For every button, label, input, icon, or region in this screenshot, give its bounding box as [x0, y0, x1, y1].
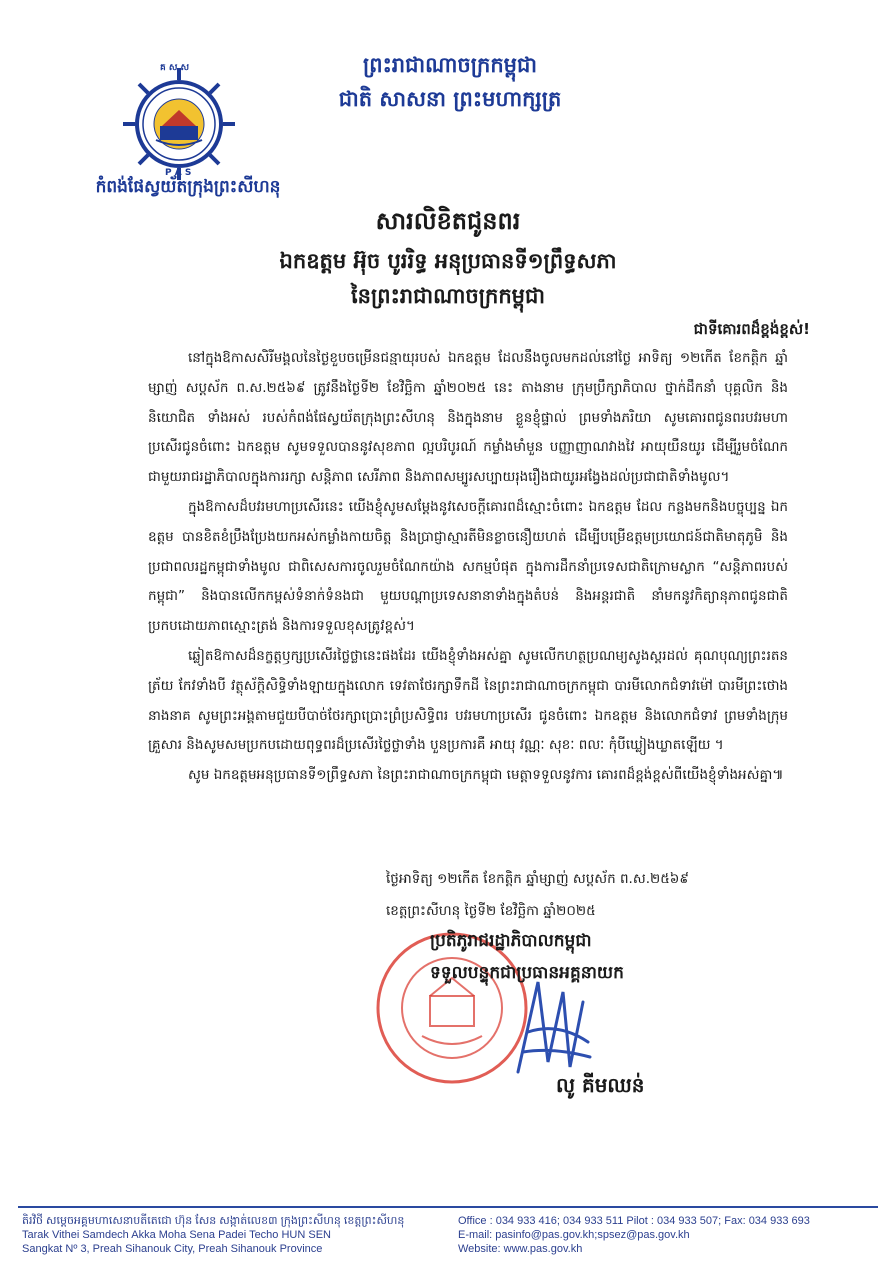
paragraph: ឆ្លៀតឱកាសដ៏នក្ខត្តឫក្សប្រសើរថ្លៃថ្លានេះផងដែរ យើងខ្ញុំទាំងអស់គ្នា សូមលើកហត្ថប្រណម្យសូងស្តរដល់ គុណបុណ្យព្រះរតនត្រ័យ កែវទាំងបី វត្ថុស័ក្តិសិទ្ធិទាំងឡាយក្នុងលោក ទេវតាថែរក្សាទឹកដី នៃព្រះរាជាណាចក្រកម្ពុជា បារមីលោកជំទាវម៉ៅ បារមីព្រះថោងនាងនាគ សូមព្រះអង្គតាមជួយបីបាច់ថែរក្សាប្រោះព្រំប្រសិទ្ធិពរ បវរមហាប្រសើរ ជូនចំពោះ ឯកឧត្តម និងលោកជំទាវ ព្រមទាំងក្រុមគ្រួសារ និងសូមសមប្រកបដោយពុទ្ធពរដ៏ប្រសើរថ្លៃថ្លាទាំង បួនប្រការគឺ អាយុ វណ្ណៈ សុខៈ ពលៈ កុំបីឃ្លៀងឃ្លាតឡើយ ។ — [148, 647, 788, 754]
letter-title: សារលិខិតជូនពរ — [375, 207, 521, 235]
salutation: ជាទីគោរពដ៏ខ្ពង់ខ្ពស់! — [693, 320, 810, 338]
paragraph: សូម ឯកឧត្តមអនុប្រធានទី១ព្រឹទ្ធសភា នៃព្រះរាជាណាចក្រកម្ពុជា មេត្តាទទួលនូវការ គោរពដ៏ខ្ពង់ខ្ពស់ពីយើងខ្ញុំទាំងអស់គ្នា៕ — [188, 767, 784, 784]
paragraph: ក្នុងឱកាសដ៏បវរមហាប្រសើរនេះ យើងខ្ញុំសូមសម្តែងនូវសេចក្តីគោរពដ៏ស្មោះចំពោះ ឯកឧត្តម ដែល កន្លងមកនិងបច្ចុប្បន្ន ឯកឧត្តម បានខិតខំប្រឹងប្រែងយកអស់កម្លាំងកាយចិត្ត និងប្រាជ្ញាស្មារតីមិនខ្លាចនឿយហត់ ដើម្បីបម្រើឧត្តមប្រយោជន៍ជាតិមាតុភូមិ និងប្រជាពលរដ្ឋកម្ពុជាទាំងមូល ជាពិសេសការចូលរួមចំណែកយ៉ាង សកម្មបំផុត ក្នុងការដឹកនាំប្រទេសជាតិក្រោមស្លាក “សន្តិភាពរបស់កម្ពុជា” និងបានលើកកម្ពស់ទំនាក់ទំនងជា មួយបណ្តាប្រទេសនានាទាំងក្នុងតំបន់ និងអន្តរជាតិ នាំមកនូវកិត្យានុភាពជូនជាតិ ប្រកបដោយភាពស្មោះត្រង់ និងការទទួលខុសត្រូវខ្ពស់។ — [148, 498, 788, 635]
recipient-line-1: ឯកឧត្តម អ៊ុច បូររិទ្ធ អនុប្រធានទី១ព្រឹទ្ធសភា — [279, 249, 617, 273]
footer-address — [22, 1214, 452, 1256]
logo-top-text: គ ស ស — [160, 63, 190, 73]
footer-divider — [18, 1206, 878, 1208]
handwritten-signature — [508, 972, 598, 1082]
recipient-line-2: នៃព្រះរាជាណាចក្រកម្ពុជា — [350, 284, 545, 308]
website-link[interactable]: Website: www.pas.gov.kh — [458, 1243, 583, 1255]
lunar-date: ថ្ងៃអាទិត្យ ១២កើត ខែកត្តិក ឆ្នាំម្សាញ់ សប្តស័ក ព.ស.២៥៦៩ — [386, 871, 689, 887]
position-title-1: ប្រតិភូរាជរដ្ឋាភិបាលកម្ពុជា — [430, 931, 592, 951]
office-phones: Office : 034 933 416; 034 933 511 Pilot : 034 933 507; Fax: 034 933 693 — [458, 1215, 810, 1227]
letter-body — [148, 344, 788, 791]
organization-name: កំពង់ផែស្វយ័តក្រុងព្រះសីហនុ — [95, 177, 281, 197]
position-title-2: ទទួលបន្ទុកជាប្រធានអគ្គនាយក — [430, 963, 624, 983]
logo-bottom-text: P A S — [165, 168, 192, 178]
national-motto: ជាតិ សាសនា ព្រះមហាក្សត្រ — [338, 87, 562, 111]
address-english-1: Tarak Vithei Samdech Akka Moha Sena Padei Techo HUN SEN — [22, 1229, 331, 1241]
paragraph: នៅក្នុងឱកាសសិរីមង្គលនៃថ្ងៃខួបចម្រើនជន្មាយុរបស់ ឯកឧត្តម ដែលនឹងចូលមកដល់នៅថ្ងៃ អាទិត្យ ១២កើត ខែកត្តិក ឆ្នាំម្សាញ់ សប្តស័ក ព.ស.២៥៦៩ ត្រូវនឹងថ្ងៃទី២ ខែវិច្ឆិកា ឆ្នាំ២០២៥ នេះ តាងនាម ក្រុមប្រឹក្សាភិបាល ថ្នាក់ដឹកនាំ បុគ្គលិក និងនិយោជិត ទាំងអស់ របស់កំពង់ផែស្វយ័តក្រុងព្រះសីហនុ និងក្នុងនាម ខ្លួនខ្ញុំផ្ទាល់ ព្រមទាំងភរិយា សូមគោរពជូនពរបវរមហាប្រសើរជូនចំពោះ ឯកឧត្តម សូមទទួលបាននូវសុខភាព ល្អបរិបូរណ៍ កម្លាំងមាំមួន បញ្ញាញាណវាងវៃ អាយុយឺនយូរ ដើម្បីរួមចំណែក ជាមួយរាជរដ្ឋាភិបាលក្នុងការរក្សា សន្តិភាព សេរីភាព និងភាពសម្បូរសប្បាយរុងរឿងជាយូរអង្វែងដល់ប្រជាជាតិទាំងមូល។ — [148, 350, 788, 486]
footer-contacts — [458, 1214, 888, 1256]
address-english-2: Sangkat Nº 3, Preah Sihanouk City, Preah Sihanouk Province — [22, 1243, 323, 1255]
address-khmer: តិរវិថី សម្តេចអគ្គមហាសេនាបតីតេជោ ហ៊ុន សែន សង្កាត់លេខ៣ ក្រុងព្រះសីហនុ ខេត្តព្រះសីហនុ — [22, 1215, 405, 1227]
kingdom-heading: ព្រះរាជាណាចក្រកម្ពុជា — [362, 53, 537, 77]
email-link[interactable]: E-mail: pasinfo@pas.gov.kh;spsez@pas.gov.kh — [458, 1229, 690, 1241]
solar-date: ខេត្តព្រះសីហនុ ថ្ងៃទី២ ខែវិច្ឆិកា ឆ្នាំ២០២៥ — [386, 903, 596, 919]
signatory-name: លូ គីមឈន់ — [556, 1073, 645, 1097]
